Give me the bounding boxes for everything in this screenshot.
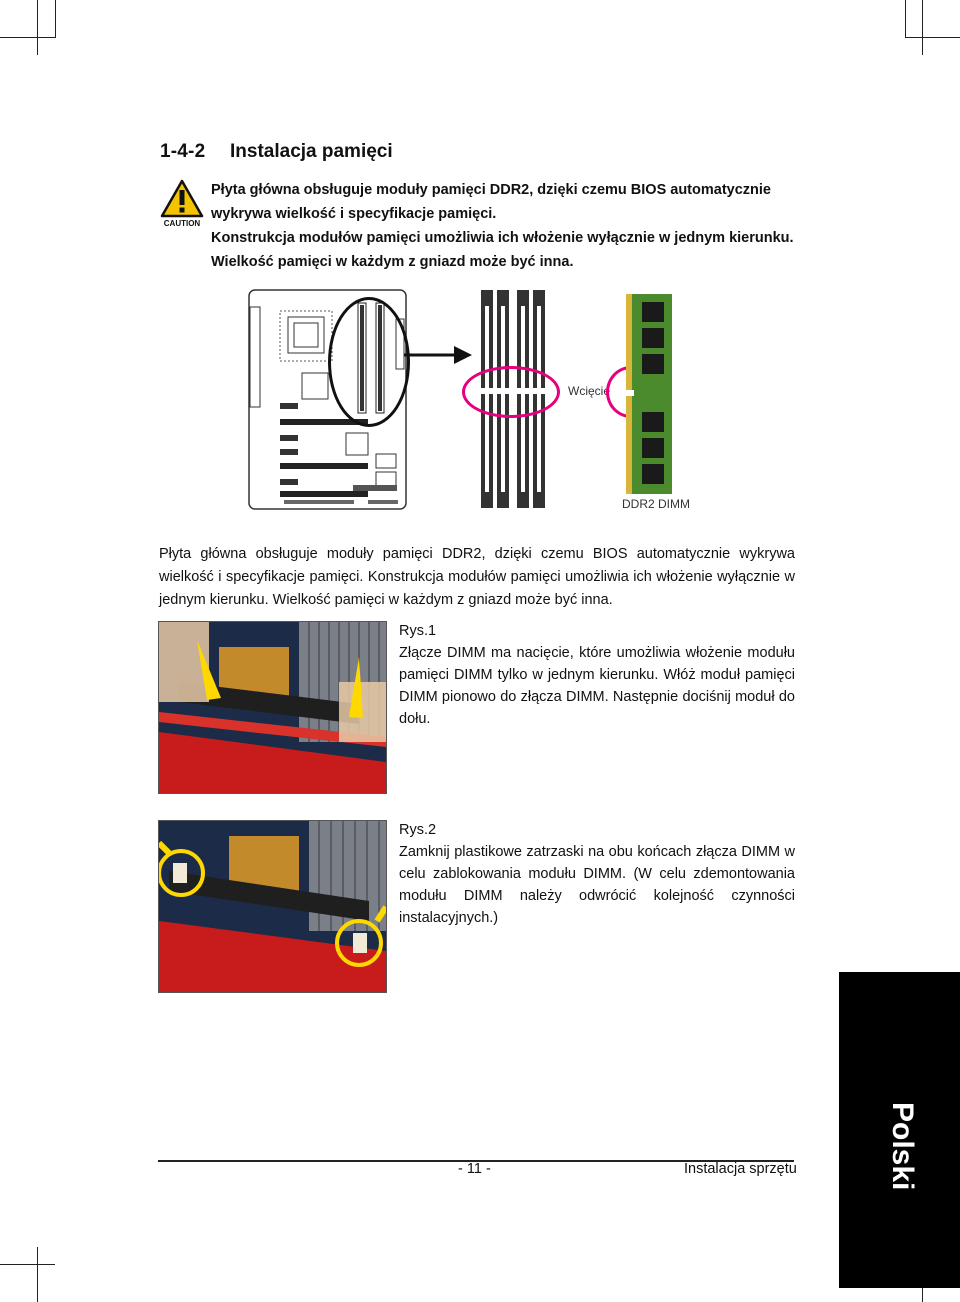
crop-mark	[0, 1264, 55, 1265]
dimm-label: DDR2 DIMM	[622, 497, 690, 511]
fig2-caption	[399, 819, 795, 929]
language-tab	[839, 972, 960, 1288]
crop-mark	[55, 0, 56, 38]
notch-label: Wcięcie	[568, 384, 611, 398]
installation-photo-1	[158, 621, 387, 794]
caution-line: Płyta główna obsługuje moduły pamięci DDR2, dzięki czemu BIOS automatycznie	[211, 182, 771, 198]
section-number: 1-4-2	[160, 141, 206, 162]
page-number: - 11 -	[458, 1161, 491, 1177]
crop-mark	[905, 0, 906, 38]
body-paragraph: Płyta główna obsługuje moduły pamięci DDR2, dzięki czemu BIOS automatycznie wykrywa wielkość i specyfikacje pamięci. Konstrukcja modułów pamięci umożliwia ich włożenie wyłącznie w jednym kierunku. Wielkość pamięci w każdym z gniazd może być inna.	[159, 546, 795, 608]
caution-text	[211, 178, 811, 274]
fig1-text: Złącze DIMM ma nacięcie, które umożliwia włożenie modułu pamięci DIMM tylko w jednym kierunku. Włóż moduł pamięci DIMM pionowo do złącza DIMM. Następnie dociśnij moduł do dołu.	[399, 645, 795, 727]
crop-mark	[37, 1247, 38, 1302]
installation-photo-2	[158, 820, 387, 993]
crop-mark	[922, 0, 923, 55]
caution-label: CAUTION	[163, 219, 201, 228]
crop-mark	[37, 0, 38, 55]
section-title: Instalacja pamięci	[230, 141, 393, 162]
caution-icon	[160, 178, 204, 228]
fig1-caption	[399, 620, 795, 730]
caution-line: Konstrukcja modułów pamięci umożliwia ich włożenie wyłącznie w jednym kierunku.	[211, 230, 794, 246]
arrow-right-icon	[404, 345, 472, 365]
ddr2-module-diagram	[626, 294, 678, 494]
footer-title: Instalacja sprzętu	[684, 1161, 797, 1177]
fig1-title: Rys.1	[399, 623, 437, 639]
fig2-title: Rys.2	[399, 822, 437, 838]
caution-line: wykrywa wielkość i specyfikacje pamięci.	[211, 206, 497, 222]
fig2-text: Zamknij plastikowe zatrzaski na obu końcach złącza DIMM w celu zablokowania modułu DIMM. (W celu zdemontowania modułu DIMM należy odwrócić kolejność czynności instalacyjnych.)	[399, 844, 795, 926]
language-tab-label: Polski	[886, 1102, 919, 1191]
notch-highlight-ellipse	[462, 366, 560, 418]
crop-mark	[905, 37, 960, 38]
dimm-highlight-ellipse	[328, 297, 410, 427]
caution-line: Wielkość pamięci w każdym z gniazd może być inna.	[211, 254, 574, 270]
crop-mark	[0, 37, 55, 38]
